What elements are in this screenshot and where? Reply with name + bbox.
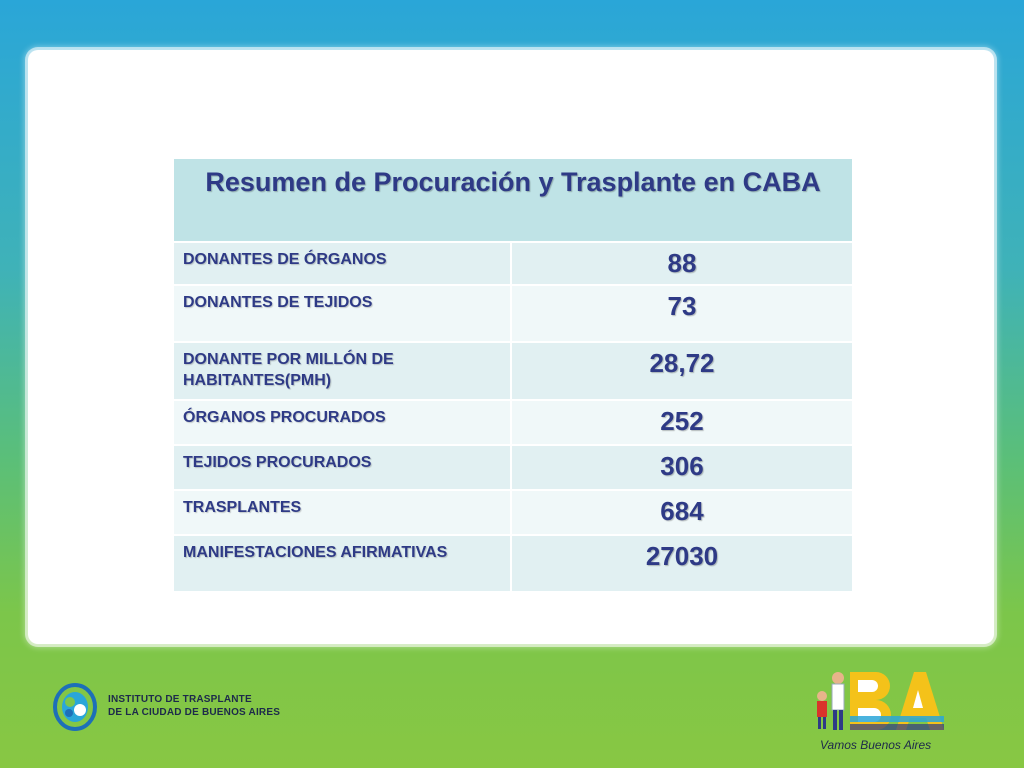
table-row bbox=[174, 343, 852, 399]
row-label-organos-procurados: ÓRGANOS PROCURADOS bbox=[174, 401, 510, 444]
ba-logo bbox=[810, 662, 950, 762]
row-value-trasplantes: 684 bbox=[512, 491, 852, 534]
table-row bbox=[174, 446, 852, 489]
institute-name-line2: DE LA CIUDAD DE BUENOS AIRES bbox=[108, 707, 281, 718]
table-row bbox=[174, 286, 852, 341]
row-value-tejidos-procurados: 306 bbox=[512, 446, 852, 489]
row-label-donantes-organos: DONANTES DE ÓRGANOS bbox=[174, 243, 510, 284]
ba-tagline: Vamos Buenos Aires bbox=[820, 738, 932, 752]
institute-emblem-icon bbox=[52, 680, 98, 732]
table-row bbox=[174, 401, 852, 444]
summary-table bbox=[172, 157, 854, 593]
row-value-manifestaciones: 27030 bbox=[512, 536, 852, 591]
row-value-donante-pmh: 28,72 bbox=[512, 343, 852, 399]
row-value-donantes-tejidos: 73 bbox=[512, 286, 852, 341]
ba-logo-icon bbox=[810, 662, 950, 738]
row-label-donante-pmh: DONANTE POR MILLÓN DE HABITANTES(PMH) bbox=[174, 343, 510, 399]
table-row bbox=[174, 536, 852, 591]
row-label-trasplantes: TRASPLANTES bbox=[174, 491, 510, 534]
row-label-manifestaciones: MANIFESTACIONES AFIRMATIVAS bbox=[174, 536, 510, 591]
institute-logo bbox=[52, 680, 280, 732]
row-value-organos-procurados: 252 bbox=[512, 401, 852, 444]
row-label-tejidos-procurados: TEJIDOS PROCURADOS bbox=[174, 446, 510, 489]
row-label-donantes-tejidos: DONANTES DE TEJIDOS bbox=[174, 286, 510, 341]
table-row bbox=[174, 243, 852, 284]
table-row bbox=[174, 491, 852, 534]
row-value-donantes-organos: 88 bbox=[512, 243, 852, 284]
table-title: Resumen de Procuración y Trasplante en CABA bbox=[174, 159, 852, 241]
institute-name bbox=[108, 693, 280, 719]
institute-name-line1: INSTITUTO DE TRASPLANTE bbox=[108, 694, 252, 705]
